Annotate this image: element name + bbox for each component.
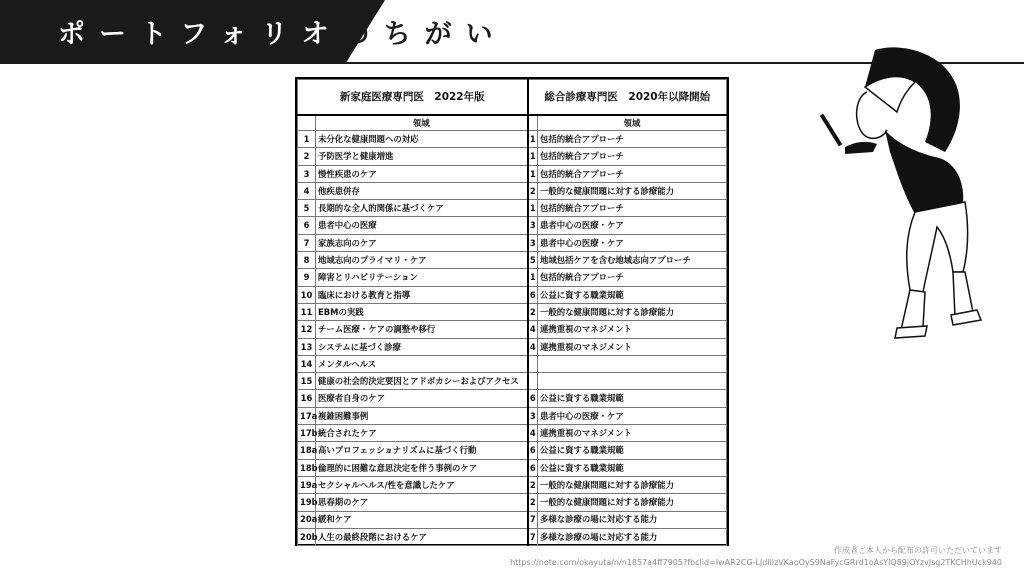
credit-note — [510, 545, 1002, 568]
left-domain-cell: 地域志向のプライマリ・ケア — [316, 252, 528, 269]
right-domain-cell: 患者中心の医療・ケア — [538, 234, 727, 251]
right-number: 6 — [528, 459, 538, 476]
right-number: 3 — [528, 234, 538, 251]
row-number: 9 — [298, 269, 316, 286]
table-row — [298, 338, 727, 355]
right-number: 1 — [528, 165, 538, 182]
right-number: 7 — [528, 511, 538, 528]
row-number: 12 — [298, 321, 316, 338]
row-number: 18b — [298, 459, 316, 476]
table-row — [298, 407, 727, 424]
table-row — [298, 511, 727, 528]
right-domain-cell: 包括的統合アプローチ — [538, 148, 727, 165]
right-domain-cell: 患者中心の医療・ケア — [538, 217, 727, 234]
row-number: 17b — [298, 425, 316, 442]
right-domain-cell: 一般的な健康問題に対する診療能力 — [538, 476, 727, 493]
comparison-table — [295, 77, 729, 546]
table-row — [298, 442, 727, 459]
table-row — [298, 269, 727, 286]
right-domain-cell: 包括的統合アプローチ — [538, 131, 727, 148]
left-domain-cell: システムに基づく診療 — [316, 338, 528, 355]
right-number: 1 — [528, 131, 538, 148]
right-domain-cell: 多様な診療の場に対応する能力 — [538, 511, 727, 528]
right-domain-cell: 患者中心の医療・ケア — [538, 407, 727, 424]
left-domain-cell: 健康の社会的決定要因とアドボカシーおよびアクセス — [316, 373, 528, 390]
right-number: 2 — [528, 494, 538, 511]
right-number: 6 — [528, 286, 538, 303]
right-number: 3 — [528, 217, 538, 234]
left-table-header: 新家庭医療専門医 2022年版 — [298, 80, 528, 116]
right-number: 1 — [528, 148, 538, 165]
right-number: 7 — [528, 528, 538, 545]
right-number: 4 — [528, 338, 538, 355]
left-subheader: 領域 — [316, 115, 528, 131]
right-number: 1 — [528, 269, 538, 286]
right-domain-cell: 公益に資する職業規範 — [538, 442, 727, 459]
right-table-header: 総合診療専門医 2020年以降開始 — [528, 80, 727, 116]
left-domain-cell: 高いプロフェッショナリズムに基づく行動 — [316, 442, 528, 459]
table-row — [298, 131, 727, 148]
right-number: 6 — [528, 390, 538, 407]
row-number: 14 — [298, 355, 316, 372]
table-row — [298, 234, 727, 251]
row-number: 20a — [298, 511, 316, 528]
table-row — [298, 148, 727, 165]
left-domain-cell: 患者中心の医療 — [316, 217, 528, 234]
row-number: 15 — [298, 373, 316, 390]
table-row — [298, 303, 727, 320]
left-domain-cell: 統合されたケア — [316, 425, 528, 442]
right-domain-cell: 公益に資する職業規範 — [538, 459, 727, 476]
left-domain-cell: 障害とリハビリテーション — [316, 269, 528, 286]
right-number: 4 — [528, 321, 538, 338]
right-number — [528, 373, 538, 390]
right-number: 5 — [528, 252, 538, 269]
row-number: 20b — [298, 528, 316, 545]
left-domain-cell: EBMの実践 — [316, 303, 528, 320]
left-domain-cell: 倫理的に困難な意思決定を伴う事例のケア — [316, 459, 528, 476]
row-number: 4 — [298, 182, 316, 199]
row-number: 3 — [298, 165, 316, 182]
title-black-part: のちがい — [342, 19, 507, 50]
table-row — [298, 459, 727, 476]
right-domain-cell: 公益に資する職業規範 — [538, 286, 727, 303]
table-row — [298, 252, 727, 269]
right-number — [528, 355, 538, 372]
right-domain-cell: 包括的統合アプローチ — [538, 165, 727, 182]
right-domain-cell: 公益に資する職業規範 — [538, 390, 727, 407]
right-domain-cell: 連携重視のマネジメント — [538, 321, 727, 338]
table-row — [298, 165, 727, 182]
table-row — [298, 355, 727, 372]
blank-cell — [528, 115, 538, 131]
right-subheader: 領域 — [538, 115, 727, 131]
row-number: 19b — [298, 494, 316, 511]
row-number: 17a — [298, 407, 316, 424]
right-number: 4 — [528, 425, 538, 442]
row-number: 13 — [298, 338, 316, 355]
page-title — [58, 12, 507, 51]
right-domain-cell — [538, 355, 727, 372]
row-number: 10 — [298, 286, 316, 303]
title-white-part: ポートフォリオ — [58, 19, 343, 50]
left-domain-cell: 慢性疾患のケア — [316, 165, 528, 182]
row-number: 19a — [298, 476, 316, 493]
table-row — [298, 286, 727, 303]
right-domain-cell — [538, 373, 727, 390]
table-row — [298, 321, 727, 338]
right-number: 2 — [528, 303, 538, 320]
right-domain-cell: 地域包括ケアを含む地域志向アプローチ — [538, 252, 727, 269]
row-number: 1 — [298, 131, 316, 148]
table-row — [298, 182, 727, 199]
table-row — [298, 217, 727, 234]
left-domain-cell: 予防医学と健康増進 — [316, 148, 528, 165]
credit-url[interactable]: https://note.com/okayuta/n/n1857a4ff7905?fbclid=IwAR2CG-LJdlllzVKaoOyS9NaFycGRrd1oAsYlQ89jOYzvJsg2TKCHhUck940 — [510, 557, 1002, 567]
table-row — [298, 528, 727, 545]
left-domain-cell: セクシャルヘルス/性を意識したケア — [316, 476, 528, 493]
left-domain-cell: メンタルヘルス — [316, 355, 528, 372]
left-domain-cell: チーム医療・ケアの調整や移行 — [316, 321, 528, 338]
table-row — [298, 373, 727, 390]
row-number: 11 — [298, 303, 316, 320]
row-number: 6 — [298, 217, 316, 234]
left-domain-cell: 家族志向のケア — [316, 234, 528, 251]
row-number: 2 — [298, 148, 316, 165]
right-number: 1 — [528, 200, 538, 217]
blank-cell — [298, 115, 316, 131]
right-domain-cell: 多様な診療の場に対応する能力 — [538, 528, 727, 545]
table-row — [298, 425, 727, 442]
right-domain-cell: 一般的な健康問題に対する診療能力 — [538, 494, 727, 511]
left-domain-cell: 人生の最終段階におけるケア — [316, 528, 528, 545]
row-number: 5 — [298, 200, 316, 217]
right-domain-cell: 一般的な健康問題に対する診療能力 — [538, 303, 727, 320]
right-domain-cell: 連携重視のマネジメント — [538, 338, 727, 355]
table-row — [298, 390, 727, 407]
right-domain-cell: 一般的な健康問題に対する診療能力 — [538, 182, 727, 199]
right-domain-cell: 連携重視のマネジメント — [538, 425, 727, 442]
left-domain-cell: 未分化な健康問題への対応 — [316, 131, 528, 148]
row-number: 7 — [298, 234, 316, 251]
person-with-laptop-illustration — [805, 42, 995, 347]
left-domain-cell: 他疾患併存 — [316, 182, 528, 199]
row-number: 8 — [298, 252, 316, 269]
left-domain-cell: 臨床における教育と指導 — [316, 286, 528, 303]
right-domain-cell: 包括的統合アプローチ — [538, 200, 727, 217]
right-number: 3 — [528, 407, 538, 424]
right-number: 2 — [528, 182, 538, 199]
credit-permission-text: 作成者ご本人から配布の許可いただいています — [834, 546, 1002, 555]
left-domain-cell: 長期的な全人的関係に基づくケア — [316, 200, 528, 217]
table-row — [298, 476, 727, 493]
right-number: 2 — [528, 476, 538, 493]
table-row — [298, 494, 727, 511]
left-domain-cell: 緩和ケア — [316, 511, 528, 528]
left-domain-cell: 思春期のケア — [316, 494, 528, 511]
left-domain-cell: 複雑困難事例 — [316, 407, 528, 424]
row-number: 16 — [298, 390, 316, 407]
left-domain-cell: 医療者自身のケア — [316, 390, 528, 407]
right-number: 6 — [528, 442, 538, 459]
row-number: 18a — [298, 442, 316, 459]
table-row — [298, 200, 727, 217]
right-domain-cell: 包括的統合アプローチ — [538, 269, 727, 286]
